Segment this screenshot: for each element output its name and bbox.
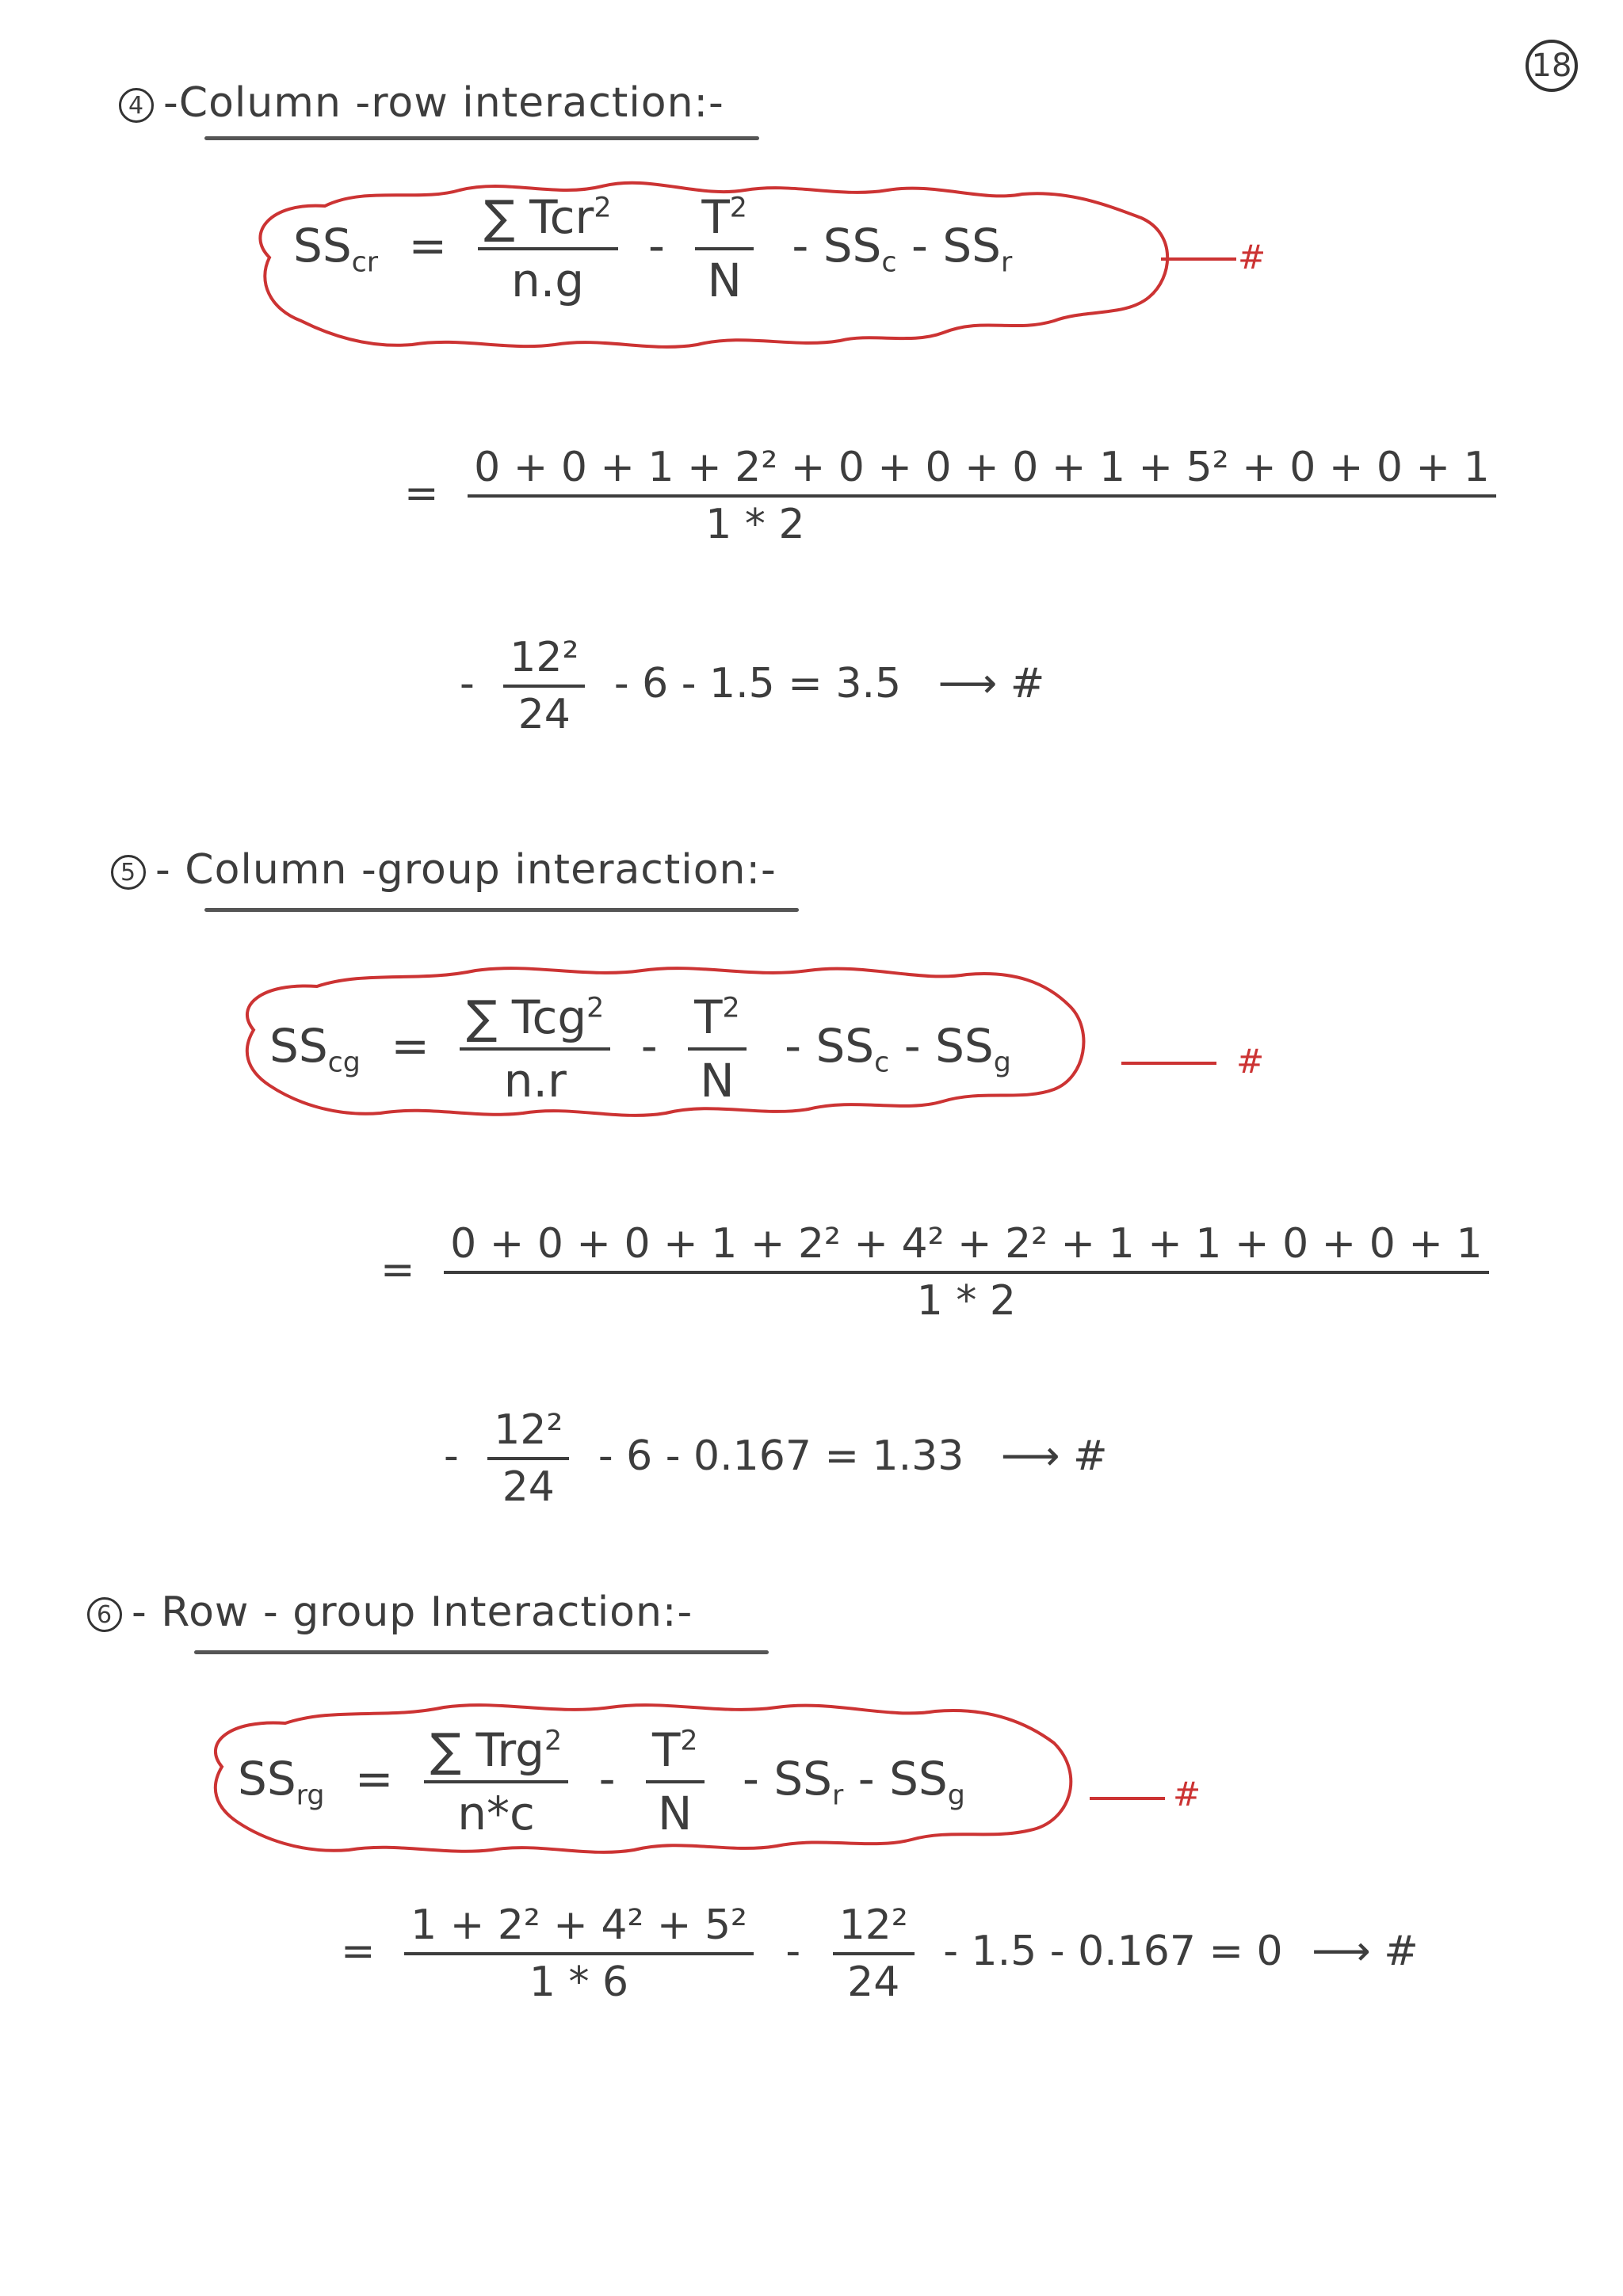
calc-den-2: 24	[847, 1958, 900, 2006]
calc2-mark: #	[1010, 660, 1045, 707]
formula-rest-2: - SS	[896, 219, 1001, 273]
calc-fraction	[404, 1901, 754, 2006]
calc2-fraction	[503, 634, 585, 738]
formula-rest-2: - SS	[843, 1752, 948, 1806]
calc-rest: - 1.5 - 0.167 = 0	[943, 1928, 1283, 1975]
formula-rest-sub-1: c	[874, 1047, 890, 1079]
calc2-fraction	[487, 1406, 569, 1511]
calc-den: 1 * 2	[916, 1277, 1016, 1325]
section-5-arrow-mark: #	[1236, 1042, 1265, 1081]
calc2-den: 24	[502, 1463, 555, 1511]
formula-lhs-sub: cr	[351, 246, 379, 279]
formula-rest-sub-2: r	[1000, 246, 1013, 279]
formula-minus: -	[598, 1752, 616, 1806]
calc2-rest: - 6 - 1.5 = 3.5	[613, 660, 902, 707]
section-5-calc-2	[444, 1406, 1108, 1511]
section-4-heading	[119, 79, 724, 127]
section-4-arrow	[1161, 257, 1236, 261]
section-6-underline	[194, 1650, 769, 1654]
section-6-formula	[238, 1723, 965, 1840]
formula-rest-1: - SS	[742, 1752, 832, 1806]
formula-rest-sub-2: g	[947, 1779, 965, 1812]
calc-eq: =	[341, 1928, 376, 1975]
calc2-num: 12²	[510, 634, 579, 681]
formula-lhs: SS	[293, 219, 352, 273]
section-5-calc-1	[380, 1220, 1489, 1325]
f2-den: N	[700, 1054, 735, 1108]
section-5-underline	[204, 908, 799, 912]
formula-rest-sub-1: c	[881, 246, 897, 279]
calc-eq: =	[380, 1246, 415, 1294]
formula-minus: -	[640, 1019, 658, 1074]
section-5-formula	[269, 990, 1011, 1108]
f1-num: ∑ Tcg	[466, 990, 587, 1044]
formula-rest-sub-1: r	[831, 1779, 844, 1812]
section-6-arrow-mark: #	[1173, 1775, 1201, 1814]
section-5-title: - Column -group interaction:-	[155, 846, 777, 894]
calc-fraction-2	[833, 1901, 915, 2006]
calc2-rest: - 6 - 0.167 = 1.33	[598, 1432, 964, 1480]
section-5-arrow	[1121, 1062, 1216, 1065]
f1-num: ∑ Trg	[430, 1723, 544, 1777]
calc2-minus: -	[460, 660, 475, 707]
calc-num-2: 12²	[838, 1901, 908, 1949]
section-6-arrow	[1090, 1797, 1165, 1800]
calc2-num: 12²	[494, 1406, 563, 1454]
calc-minus: -	[785, 1928, 801, 1975]
f2-den: N	[658, 1787, 693, 1840]
formula-fraction-1	[460, 990, 610, 1108]
f2-sup: 2	[729, 192, 747, 224]
formula-rest-1: - SS	[792, 219, 882, 273]
calc-fraction	[444, 1220, 1488, 1325]
section-6-number: 6	[87, 1597, 122, 1632]
f1-sup: 2	[586, 992, 605, 1024]
section-5-number: 5	[111, 855, 146, 890]
formula-rest-2: - SS	[889, 1019, 994, 1074]
formula-fraction-1	[424, 1723, 568, 1840]
formula-fraction-2	[688, 990, 747, 1108]
formula-eq: =	[408, 219, 448, 273]
calc2-minus: -	[444, 1432, 459, 1480]
calc2-mark: #	[1072, 1432, 1108, 1480]
calc-fraction	[468, 444, 1496, 548]
section-6-title: - Row - group Interaction:-	[132, 1589, 693, 1636]
calc-num: 1 + 2² + 4² + 5²	[411, 1901, 747, 1949]
f1-num: ∑ Tcr	[483, 190, 594, 244]
formula-lhs: SS	[269, 1019, 328, 1074]
section-4-title: -Column -row interaction:-	[163, 79, 724, 127]
f2-sup: 2	[722, 992, 740, 1024]
section-5-heading	[111, 846, 777, 894]
calc2-den: 24	[517, 691, 571, 738]
f1-den: n.r	[503, 1054, 567, 1108]
formula-fraction-1	[478, 190, 618, 307]
section-6-calc-1	[341, 1901, 1419, 2006]
f1-den: n.g	[511, 254, 585, 307]
section-6-heading	[87, 1589, 693, 1636]
calc-num: 0 + 0 + 1 + 2² + 0 + 0 + 0 + 1 + 5² + 0 + 0 + 1	[474, 444, 1490, 491]
formula-eq: =	[354, 1752, 394, 1806]
f2-num: T	[701, 190, 730, 244]
f1-den: n*c	[457, 1787, 535, 1840]
f2-num: T	[694, 990, 723, 1044]
calc-num: 0 + 0 + 0 + 1 + 2² + 4² + 2² + 1 + 1 + 0 + 0 + 1	[450, 1220, 1483, 1268]
f2-den: N	[707, 254, 742, 307]
calc-den: 1 * 6	[529, 1958, 629, 2006]
calc-den: 1 * 2	[705, 501, 805, 548]
calc2-arrow-icon: ⟶	[938, 660, 998, 707]
f1-sup: 2	[544, 1725, 563, 1757]
section-4-number: 4	[119, 88, 154, 123]
page-number: 18	[1526, 40, 1578, 92]
formula-fraction-2	[695, 190, 754, 307]
section-4-underline	[204, 136, 759, 140]
calc-mark: #	[1384, 1928, 1419, 1975]
formula-eq: =	[391, 1019, 430, 1074]
formula-minus: -	[647, 219, 665, 273]
f2-sup: 2	[680, 1725, 698, 1757]
section-4-calc-1	[404, 444, 1496, 548]
formula-fraction-2	[646, 1723, 705, 1840]
calc-arrow-icon: ⟶	[1312, 1928, 1371, 1975]
formula-lhs: SS	[238, 1752, 296, 1806]
section-4-calc-2	[460, 634, 1044, 738]
formula-rest-sub-2: g	[993, 1047, 1011, 1079]
calc-eq: =	[404, 470, 439, 517]
f2-num: T	[651, 1723, 681, 1777]
calc2-arrow-icon: ⟶	[1000, 1432, 1060, 1480]
f1-sup: 2	[594, 192, 612, 224]
section-4-arrow-mark: #	[1238, 238, 1266, 277]
formula-lhs-sub: cg	[327, 1047, 361, 1079]
formula-rest-1: - SS	[785, 1019, 875, 1074]
section-4-formula	[293, 190, 1012, 307]
formula-lhs-sub: rg	[296, 1779, 325, 1812]
